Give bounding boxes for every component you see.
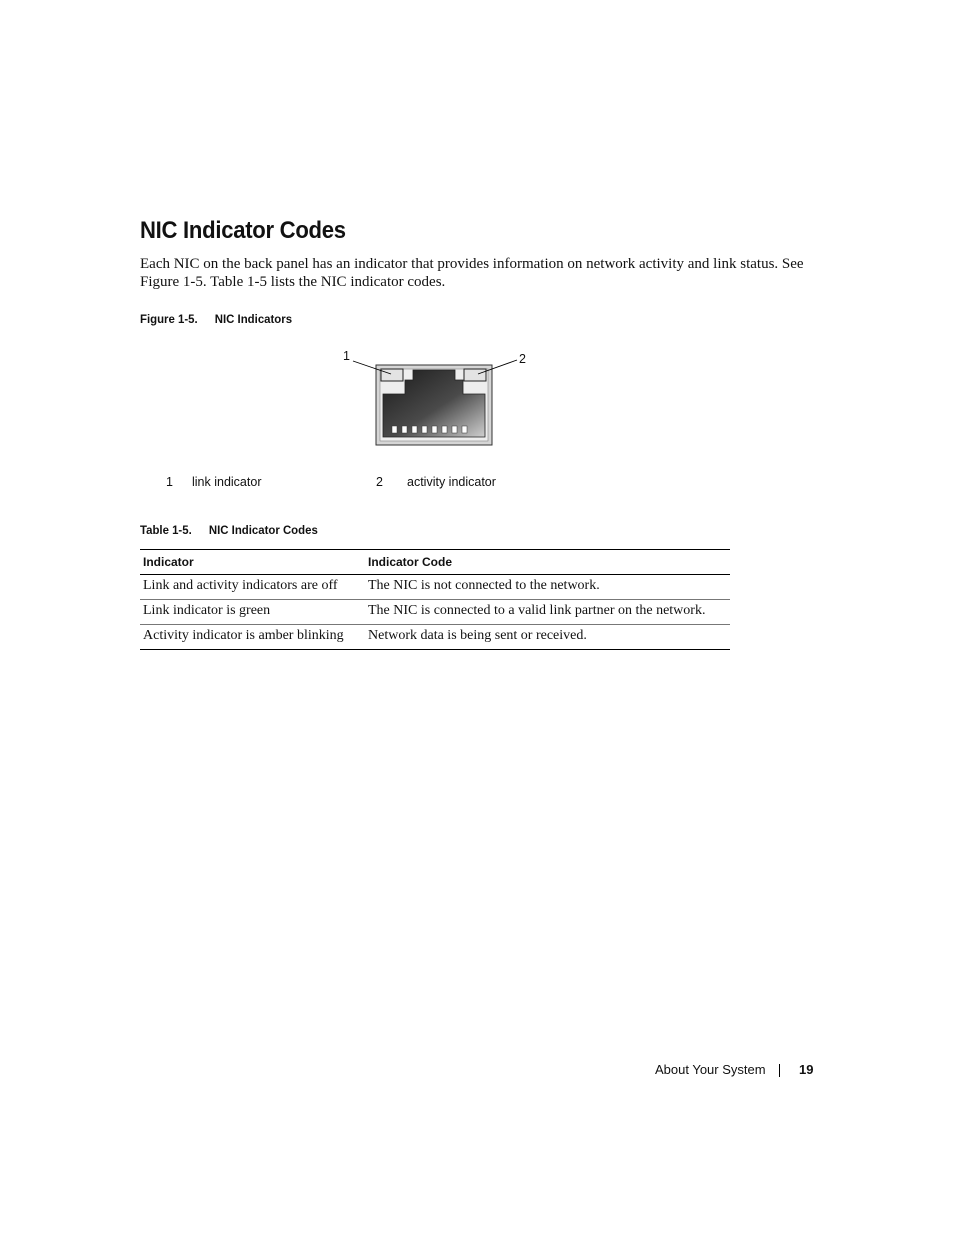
table-cell: Link and activity indicators are off bbox=[140, 575, 365, 600]
table-caption bbox=[140, 523, 318, 537]
table-row bbox=[140, 625, 730, 650]
figure-caption bbox=[140, 312, 292, 326]
table-cell: The NIC is not connected to the network. bbox=[365, 575, 730, 600]
header-indicator-code: Indicator Code bbox=[365, 550, 730, 575]
legend-label-2: activity indicator bbox=[407, 475, 496, 489]
header-indicator: Indicator bbox=[140, 550, 365, 575]
table-cell: Activity indicator is amber blinking bbox=[140, 625, 365, 650]
callout-number-2: 2 bbox=[519, 352, 526, 366]
table-cell: Link indicator is green bbox=[140, 600, 365, 625]
table-title: NIC Indicator Codes bbox=[208, 523, 318, 537]
legend-label-1: link indicator bbox=[192, 475, 262, 489]
intro-paragraph: Each NIC on the back panel has an indicator that provides information on network activity and link status. See Figure 1-5. Table 1-5 lists the NIC indicator codes. bbox=[140, 256, 804, 290]
table-number: Table 1-5. bbox=[140, 523, 192, 537]
table-row bbox=[140, 600, 730, 625]
page-number: 19 bbox=[799, 1062, 814, 1077]
footer-divider bbox=[779, 1064, 780, 1077]
legend-number-2: 2 bbox=[376, 475, 383, 489]
table-cell: Network data is being sent or received. bbox=[365, 625, 730, 650]
link-indicator-window bbox=[381, 369, 403, 381]
activity-indicator-window bbox=[464, 369, 486, 381]
callout-number-1: 1 bbox=[343, 349, 350, 363]
figure-number: Figure 1-5. bbox=[140, 312, 198, 326]
nic-indicator-table bbox=[140, 549, 730, 650]
table-cell: The NIC is connected to a valid link partner on the network. bbox=[365, 600, 730, 625]
page-title: NIC Indicator Codes bbox=[140, 217, 346, 244]
table-header-row bbox=[140, 550, 730, 575]
nic-port-diagram bbox=[330, 340, 540, 460]
table-row bbox=[140, 575, 730, 600]
figure-title: NIC Indicators bbox=[214, 312, 293, 326]
legend-number-1: 1 bbox=[166, 475, 173, 489]
footer-section-title: About Your System bbox=[655, 1062, 766, 1077]
